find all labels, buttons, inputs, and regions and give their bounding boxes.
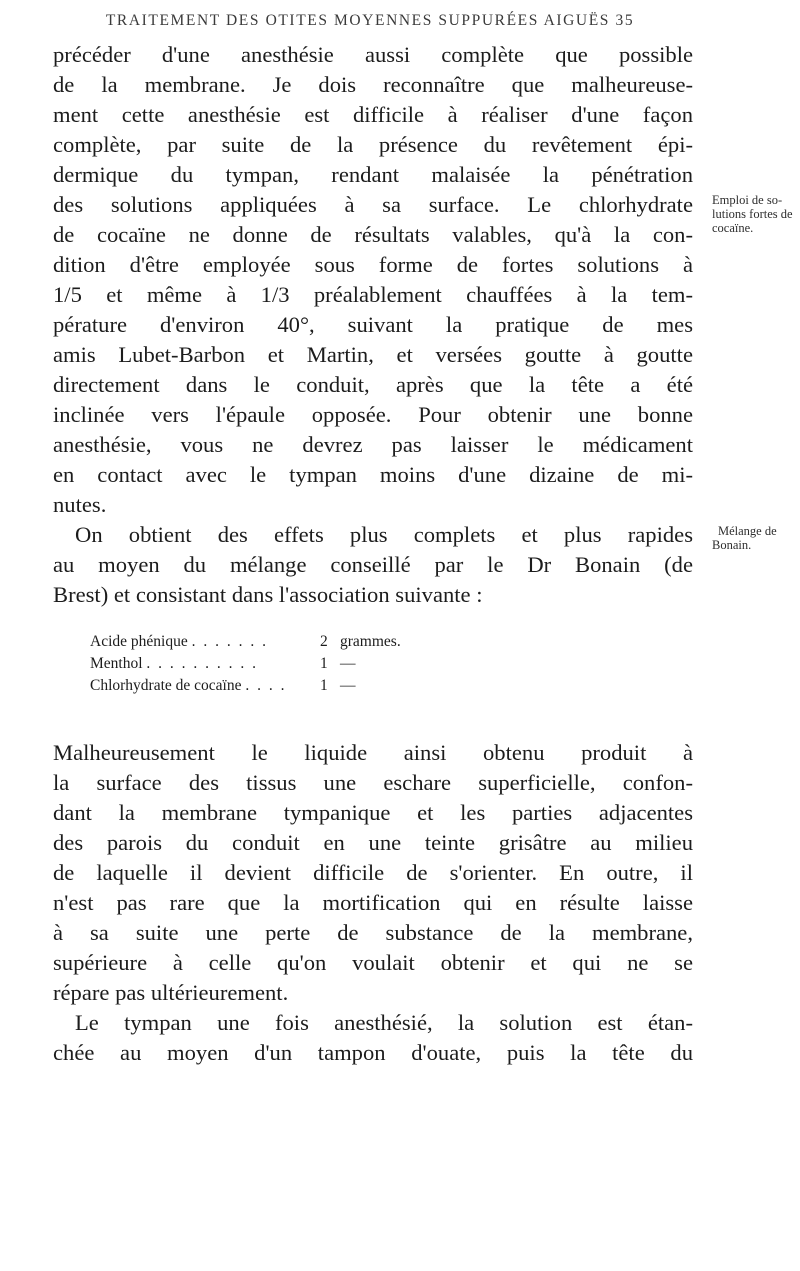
- text-line: à sa suite une perte de substance de la membrane,: [53, 920, 693, 945]
- text-line: nutes.: [53, 492, 107, 517]
- text-line: de la membrane. Je dois reconnaître que malheureuse-: [53, 72, 693, 97]
- margin-note-line: Bonain.: [712, 538, 752, 552]
- running-header: TRAITEMENT DES OTITES MOYENNES SUPPURÉES AIGUËS 35: [105, 12, 635, 29]
- text-line: de laquelle il devient difficile de s'orienter. En outre, il: [53, 860, 693, 885]
- text-line: dition d'être employée sous forme de fortes solutions à: [53, 252, 693, 277]
- text-line: précéder d'une anesthésie aussi complète que possible: [53, 42, 693, 67]
- margin-note-line: cocaïne.: [712, 221, 754, 235]
- ingredient-quantity: 1: [320, 677, 328, 694]
- text-line: inclinée vers l'épaule opposée. Pour obtenir une bonne: [53, 402, 693, 427]
- ingredient-unit: grammes.: [340, 633, 401, 650]
- text-line: anesthésie, vous ne devrez pas laisser le médicament: [53, 432, 693, 457]
- margin-note-line: Mélange de: [718, 524, 777, 538]
- text-line: amis Lubet-Barbon et Martin, et versées goutte à goutte: [53, 342, 693, 367]
- text-line: pérature d'environ 40°, suivant la pratique de mes: [53, 312, 693, 337]
- text-line: dant la membrane tympanique et les parties adjacentes: [53, 800, 693, 825]
- text-line: directement dans le conduit, après que la tête a été: [53, 372, 693, 397]
- text-line: chée au moyen d'un tampon d'ouate, puis la tête du: [53, 1040, 693, 1065]
- ingredient-unit: —: [340, 655, 356, 672]
- ingredient-name: Menthol . . . . . . . . . .: [90, 655, 259, 672]
- text-line: On obtient des effets plus complets et plus rapides: [75, 522, 693, 547]
- text-line: au moyen du mélange conseillé par le Dr Bonain (de: [53, 552, 693, 577]
- text-line: Malheureusement le liquide ainsi obtenu produit à: [53, 740, 693, 765]
- margin-note-line: Emploi de so-: [712, 193, 783, 207]
- text-line: n'est pas rare que la mortification qui en résulte laisse: [53, 890, 693, 915]
- text-line: supérieure à celle qu'on voulait obtenir et qui ne se: [53, 950, 693, 975]
- ingredient-unit: —: [340, 677, 356, 694]
- text-line: 1/5 et même à 1/3 préalablement chauffées à la tem-: [53, 282, 693, 307]
- ingredient-quantity: 1: [320, 655, 328, 672]
- text-line: en contact avec le tympan moins d'une dizaine de mi-: [53, 462, 693, 487]
- text-line: des parois du conduit en une teinte grisâtre au milieu: [53, 830, 693, 855]
- text-line: des solutions appliquées à sa surface. Le chlorhydrate: [53, 192, 693, 217]
- margin-note-line: lutions fortes de: [712, 207, 793, 221]
- ingredient-name: Acide phénique . . . . . . .: [90, 633, 268, 650]
- text-line: répare pas ultérieurement.: [53, 980, 289, 1005]
- text-line: dermique du tympan, rendant malaisée la pénétration: [53, 162, 693, 187]
- ingredient-name: Chlorhydrate de cocaïne . . . .: [90, 677, 287, 694]
- text-line: la surface des tissus une eschare superficielle, confon-: [53, 770, 693, 795]
- text-line: de cocaïne ne donne de résultats valables, qu'à la con-: [53, 222, 693, 247]
- ingredient-quantity: 2: [320, 633, 328, 650]
- text-line: ment cette anesthésie est difficile à réaliser d'une façon: [53, 102, 693, 127]
- text-line: Brest) et consistant dans l'association suivante :: [53, 582, 483, 607]
- text-line: Le tympan une fois anesthésié, la solution est étan-: [75, 1010, 693, 1035]
- text-line: complète, par suite de la présence du revêtement épi-: [53, 132, 693, 157]
